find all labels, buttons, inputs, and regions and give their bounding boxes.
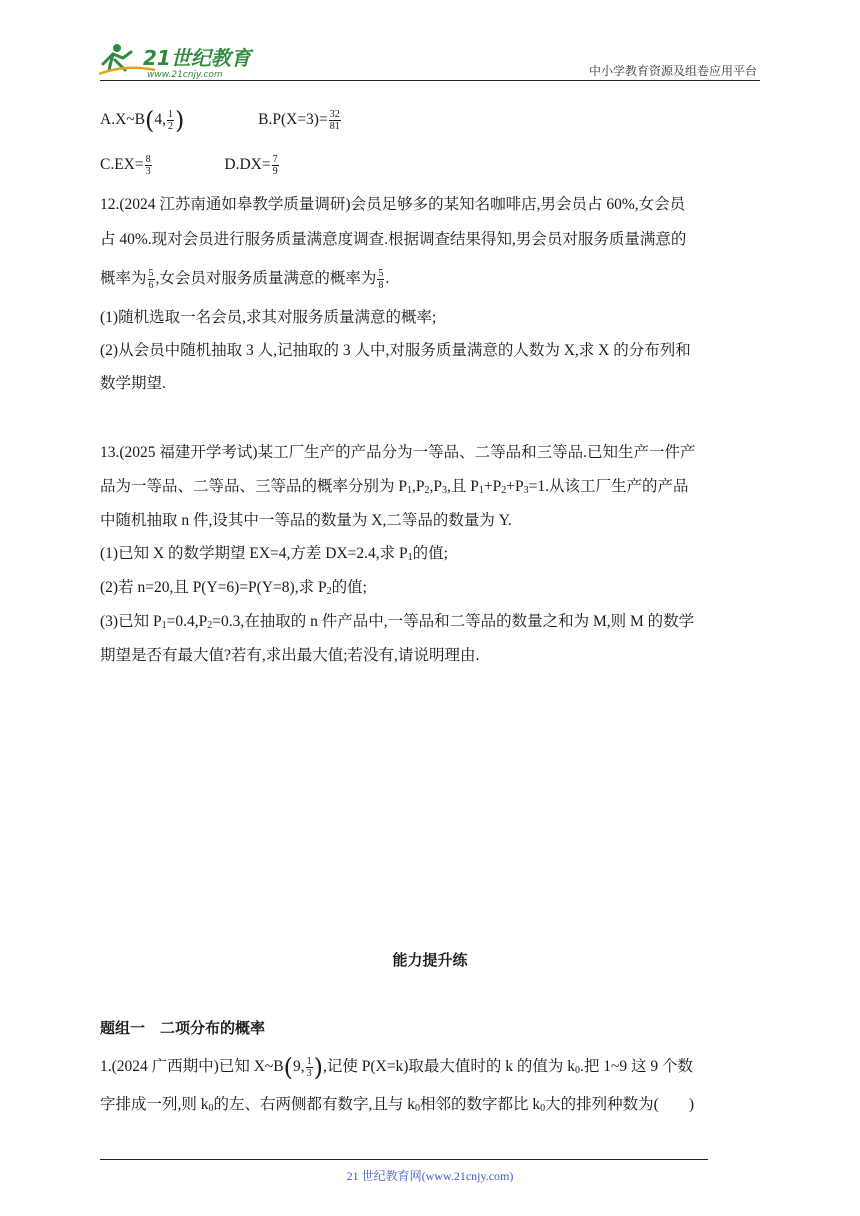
q12-part-2-line-1: (2)从会员中随机抽取 3 人,记抽取的 3 人中,对服务质量满意的人数为 X,求 X 的分布列和 bbox=[100, 342, 691, 359]
fraction: $\frac{1}{3}$ bbox=[306, 1056, 312, 1079]
fraction: $\frac{8}{3}$ bbox=[145, 154, 151, 177]
fraction: $\frac{5}{8}$ bbox=[378, 268, 384, 291]
q13-part-1: (1)已知 X 的数学期望 EX=4,方差 DX=2.4,求 $P_1$的值; bbox=[100, 545, 448, 563]
option-a: A.X~B(4, $\frac{1}{2}$ ) bbox=[100, 106, 185, 135]
fraction: $\frac{32}{81}$ bbox=[329, 109, 340, 132]
q13-line-3: 中随机抽取 n 件,设其中一等品的数量为 X,二等品的数量为 Y. bbox=[100, 512, 512, 529]
q12-line-2: 占 40%.现对会员进行服务质量满意度调查.根据调查结果得知,男会员对服务质量满意的 bbox=[100, 231, 687, 248]
q13-part-2: (2)若 n=20,且 P(Y=6)=P(Y=8),求 $P_2$的值; bbox=[100, 579, 367, 597]
logo-url: www.21cnjy.com bbox=[147, 70, 223, 80]
q1-line-2: 字排成一列,则 $k_0$的左、右两侧都有数字,且与 $k_0$相邻的数字都比 $k_0$大的排列种数为( ) bbox=[100, 1096, 695, 1114]
q13-line-2: 品为一等品、二等品、三等品的概率分别为 $P_1,P_2,P_3$,且 $P_1+P_2+P_3=1$.从该工厂生产的产品 bbox=[100, 478, 689, 496]
q12-line-3: 概率为 $\frac{5}{6}$ ,女会员对服务质量满意的概率为 $\frac{5}{8}$ . bbox=[100, 268, 390, 291]
site-name: 中小学教育资源及组卷应用平台 bbox=[588, 64, 757, 78]
option-c: C.EX= $\frac{8}{3}$ bbox=[100, 154, 151, 177]
options-row-ab bbox=[100, 106, 765, 135]
group-title: 题组一 二项分布的概率 bbox=[100, 1019, 266, 1037]
section-title: 能力提升练 bbox=[392, 951, 468, 969]
site-logo bbox=[95, 40, 265, 80]
q12-line-1: 12.(2024 江苏南通如皋教学质量调研)会员足够多的某知名咖啡店,男会员占 60%,女会员 bbox=[100, 196, 686, 213]
q1-line-1: 1.(2024 广西期中)已知 X~B(9, $\frac{1}{3}$ ),记使 P(X=k)取最大值时的 k 的值为 $k_0$.把 1~9 这 9 个数 bbox=[100, 1053, 694, 1082]
options-row-cd bbox=[100, 154, 765, 177]
option-b: B.P(X=3)= $\frac{32}{81}$ bbox=[258, 109, 340, 132]
fraction: $\frac{5}{6}$ bbox=[148, 268, 154, 291]
q13-part-3-line-2: 期望是否有最大值?若有,求出最大值;若没有,请说明理由. bbox=[100, 647, 480, 664]
q13-part-3-line-1: (3)已知 $P_1=0.4,P_2=0.3$,在抽取的 n 件产品中,一等品和二等品的数量之和为 M,则 M 的数学 bbox=[100, 613, 695, 631]
q13-line-1: 13.(2025 福建开学考试)某工厂生产的产品分为一等品、二等品和三等品.已知生产一件产 bbox=[100, 444, 696, 461]
option-d: D.DX= $\frac{7}{9}$ bbox=[224, 154, 278, 177]
q12-part-1: (1)随机选取一名会员,求其对服务质量满意的概率; bbox=[100, 309, 437, 326]
runner-logo-icon bbox=[95, 40, 265, 80]
header-divider bbox=[100, 80, 760, 81]
footer-text: 21 世纪教育网(www.21cnjy.com) bbox=[346, 1169, 514, 1183]
logo-text: 21世纪教育 bbox=[143, 46, 251, 70]
fraction: $\frac{7}{9}$ bbox=[272, 154, 278, 177]
footer-divider bbox=[100, 1159, 708, 1160]
fraction: $\frac{1}{2}$ bbox=[168, 109, 173, 132]
q12-part-2-line-2: 数学期望. bbox=[100, 375, 166, 392]
